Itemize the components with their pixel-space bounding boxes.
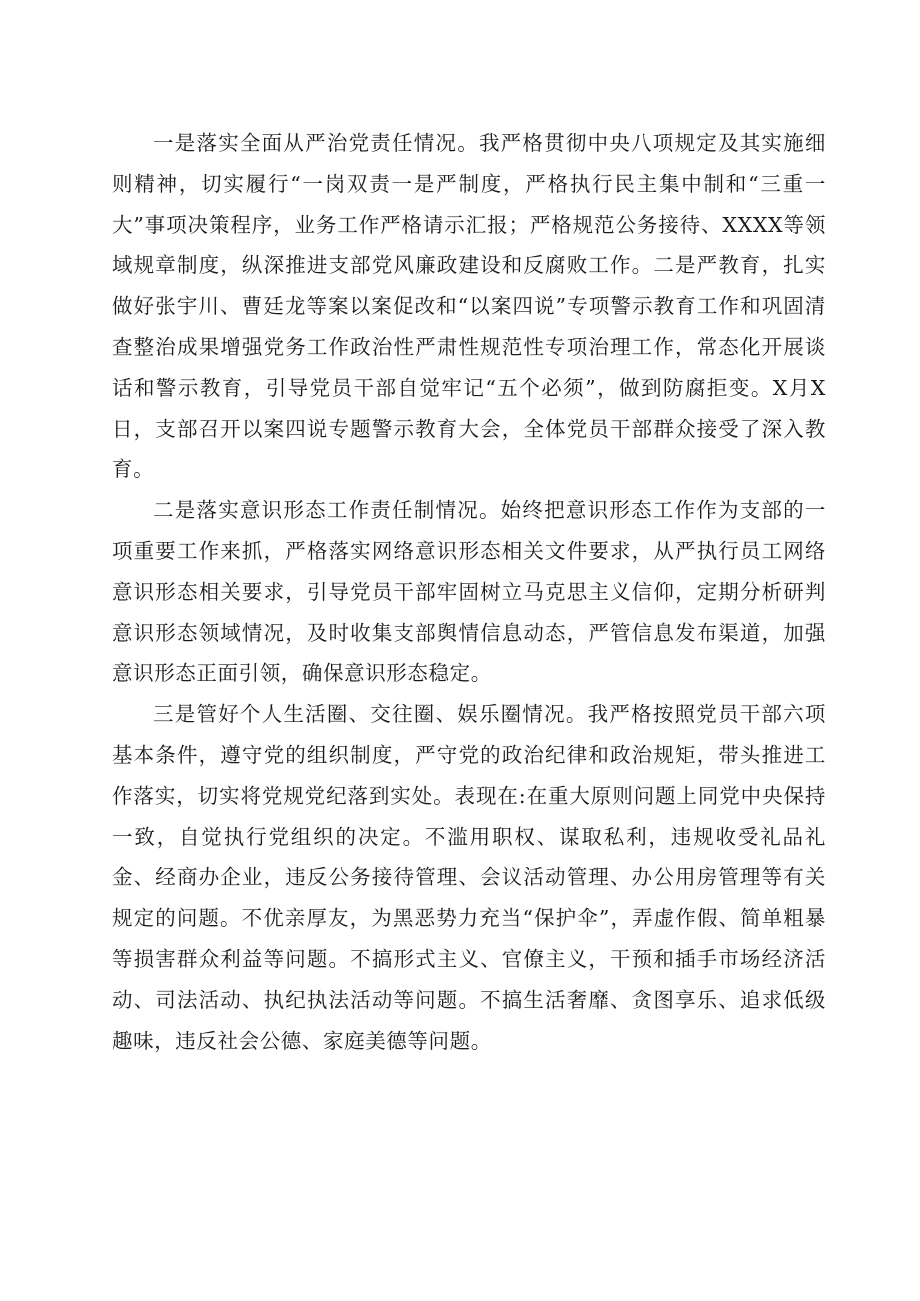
document-body	[112, 123, 826, 1061]
paragraph-2: 二是落实意识形态工作责任制情况。始终把意识形态工作作为支部的一项重要工作来抓，严格落实网络意识形态相关文件要求，从严执行员工网络意识形态相关要求，引导党员干部牢固树立马克思主义信仰，定期分析研判意识形态领域情况，及时收集支部舆情信息动态，严管信息发布渠道，加强意识形态正面引领，确保意识形态稳定。	[112, 498, 826, 686]
paragraph-1: 一是落实全面从严治党责任情况。我严格贯彻中央八项规定及其实施细则精神，切实履行“一岗双责一是严制度，严格执行民主集中制和“三重一大”事项决策程序，业务工作严格请示汇报；严格规范公务接待、XXXX等领域规章制度，纵深推进支部党风廉政建设和反腐败工作。二是严教育，扎实做好张宇川、曹廷龙等案以案促改和“以案四说”专项警示教育工作和巩固清查整治成果增强党务工作政治性严肃性规范性专项治理工作，常态化开展谈话和警示教育，引导党员干部自觉牢记“五个必须”，做到防腐拒变。X月X日，支部召开以案四说专题警示教育大会，全体党员干部群众接受了深入教育。	[112, 131, 826, 482]
paragraph-3: 三是管好个人生活圈、交往圈、娱乐圈情况。我严格按照党员干部六项基本条件，遵守党的组织制度，严守党的政治纪律和政治规矩，带头推进工作落实，切实将党规党纪落到实处。表现在:在重大原则问题上同党中央保持一致，自觉执行党组织的决定。不滥用职权、谋取私利，违规收受礼品礼金、经商办企业，违反公务接待管理、会议活动管理、办公用房管理等有关规定的问题。不优亲厚友，为黑恶势力充当“保护伞”，弄虚作假、简单粗暴等损害群众利益等问题。不搞形式主义、官僚主义，干预和插手市场经济活动、司法活动、执纪执法活动等问题。不搞生活奢靡、贪图享乐、追求低级趣味，违反社会公德、家庭美德等问题。	[112, 702, 826, 1053]
